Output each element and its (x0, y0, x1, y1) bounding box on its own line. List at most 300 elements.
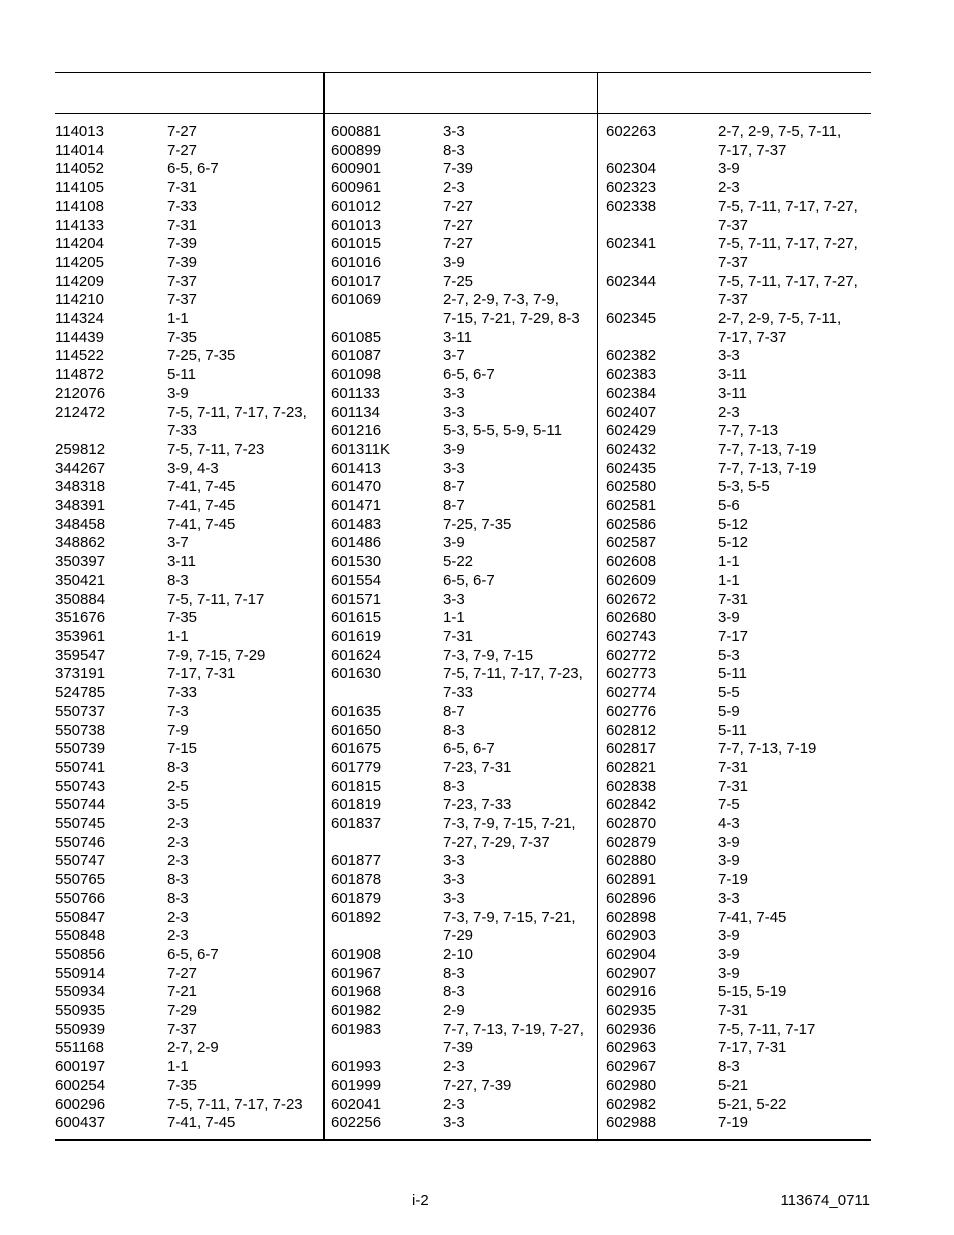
index-entry (55, 815, 317, 834)
part-number: 602891 (606, 871, 657, 889)
index-entry (606, 1002, 868, 1021)
index-entry (331, 1077, 593, 1096)
page-references: 5-3, 5-5, 5-9, 5-11 (443, 422, 562, 440)
index-entry (606, 983, 868, 1002)
page-references: 8-7 (443, 478, 465, 496)
page-references: 8-3 (443, 721, 465, 739)
page-references: 7-27, 7-39 (443, 1076, 512, 1094)
page-references: 7-5, 7-11, 7-17 (167, 590, 265, 608)
part-number: 602041 (331, 1095, 382, 1113)
page-references: 7-9 (167, 721, 189, 739)
index-entry (606, 778, 868, 797)
page-references: 8-3 (443, 964, 465, 982)
part-number: 602982 (606, 1095, 657, 1113)
page-references: 7-35 (167, 1076, 198, 1094)
page-references: 5-15, 5-19 (718, 983, 787, 1001)
part-number: 601098 (331, 366, 382, 384)
index-entry (55, 609, 317, 628)
index-entry (331, 160, 593, 179)
part-number: 353961 (55, 627, 106, 645)
part-number: 602586 (606, 515, 657, 533)
index-entry (606, 198, 868, 235)
part-number: 602812 (606, 721, 657, 739)
part-number: 602838 (606, 777, 657, 795)
page-references: 2-7, 2-9, 7-5, 7-11, 7-17, 7-37 (718, 123, 842, 159)
index-entry (331, 722, 593, 741)
page-references: 6-5, 6-7 (443, 740, 495, 758)
index-entry (331, 871, 593, 890)
page-references: 5-3, 5-5 (718, 478, 770, 496)
page-references: 5-11 (167, 366, 196, 384)
page-references: 5-21, 5-22 (718, 1095, 787, 1113)
part-number: 601993 (331, 1058, 382, 1076)
page-references: 7-5, 7-11, 7-17, 7-23 (167, 1095, 303, 1113)
index-entry (606, 834, 868, 853)
index-entry (606, 647, 868, 666)
index-entry (606, 160, 868, 179)
part-number: 114133 (55, 216, 104, 234)
index-entry (331, 460, 593, 479)
part-number: 373191 (55, 665, 106, 683)
page-references: 7-27 (443, 235, 474, 253)
page-references: 6-5, 6-7 (167, 160, 219, 178)
page-references: 5-6 (718, 497, 740, 515)
page-references: 7-37 (167, 1020, 198, 1038)
part-number: 350421 (55, 571, 106, 589)
page-references: 3-3 (443, 403, 465, 421)
table-header-row (55, 73, 871, 114)
part-number: 602967 (606, 1058, 657, 1076)
index-entry (331, 909, 593, 946)
index-entry (331, 1021, 593, 1058)
part-number: 602821 (606, 758, 657, 776)
part-number: 601779 (331, 758, 382, 776)
page-references: 2-3 (718, 179, 740, 197)
index-column-3 (606, 123, 868, 1133)
index-entry (606, 366, 868, 385)
index-entry (55, 946, 317, 965)
page-references: 7-31 (718, 777, 749, 795)
page-references: 7-5, 7-11, 7-17, 7-27, 7-37 (718, 197, 858, 234)
part-number: 602963 (606, 1039, 657, 1057)
index-entry (606, 684, 868, 703)
part-number: 550743 (55, 777, 106, 795)
index-entry (606, 404, 868, 423)
part-number: 601999 (331, 1076, 382, 1094)
page-references: 5-11 (718, 721, 747, 739)
index-entry (55, 441, 317, 460)
part-number: 114204 (55, 235, 104, 253)
index-entry (606, 1058, 868, 1077)
index-entry (55, 347, 317, 366)
index-entry (331, 534, 593, 553)
index-entry (606, 385, 868, 404)
index-entry (331, 1096, 593, 1115)
part-number: 601624 (331, 646, 382, 664)
part-number: 601815 (331, 777, 382, 795)
page-references: 2-3 (443, 1095, 465, 1113)
index-entry (331, 142, 593, 161)
page-references: 7-29 (167, 1002, 198, 1020)
part-number: 351676 (55, 609, 106, 627)
index-entry (331, 778, 593, 797)
part-number: 602898 (606, 908, 657, 926)
part-number: 601879 (331, 889, 382, 907)
index-entry (331, 647, 593, 666)
index-entry (55, 273, 317, 292)
index-entry (606, 759, 868, 778)
index-entry (55, 1021, 317, 1040)
part-number: 602432 (606, 440, 657, 458)
part-number: 600901 (331, 160, 382, 178)
part-number: 600899 (331, 141, 382, 159)
part-number: 601015 (331, 235, 382, 253)
index-entry (55, 254, 317, 273)
index-entry (55, 1039, 317, 1058)
index-entry (331, 796, 593, 815)
part-number: 601983 (331, 1020, 382, 1038)
page-references: 1-1 (167, 627, 189, 645)
page-references: 7-27 (443, 197, 474, 215)
page-references: 8-3 (443, 141, 465, 159)
index-entry (606, 422, 868, 441)
part-number: 602980 (606, 1076, 657, 1094)
index-entry (55, 965, 317, 984)
page-references: 3-3 (443, 590, 465, 608)
part-number: 114324 (55, 310, 104, 328)
page-references: 7-17 (718, 627, 749, 645)
index-entry (606, 1039, 868, 1058)
index-entry (55, 703, 317, 722)
part-number: 602772 (606, 646, 657, 664)
index-entry (606, 609, 868, 628)
part-number: 601908 (331, 945, 382, 963)
index-entry (331, 179, 593, 198)
page-references: 2-3 (167, 852, 189, 870)
index-entry (331, 273, 593, 292)
part-number: 600254 (55, 1076, 106, 1094)
page-references: 3-11 (443, 328, 472, 346)
index-entry (606, 516, 868, 535)
part-number: 602879 (606, 833, 657, 851)
page-references: 3-9 (443, 253, 465, 271)
part-number: 602936 (606, 1020, 657, 1038)
page-references: 3-9 (443, 440, 465, 458)
part-number: 601554 (331, 571, 382, 589)
part-number: 602776 (606, 702, 657, 720)
index-entry (606, 1114, 868, 1133)
part-number: 600961 (331, 179, 382, 197)
index-entry (331, 591, 593, 610)
index-entry (606, 665, 868, 684)
part-number: 602907 (606, 964, 657, 982)
index-entry (55, 404, 317, 441)
part-number: 602429 (606, 422, 657, 440)
page-references: 5-22 (443, 553, 474, 571)
part-number: 602341 (606, 235, 657, 253)
page-references: 8-3 (167, 889, 189, 907)
part-number: 601878 (331, 871, 382, 889)
page-references: 3-3 (443, 889, 465, 907)
part-number: 601012 (331, 197, 382, 215)
part-number: 601133 (331, 384, 380, 402)
page-references: 7-27 (167, 141, 198, 159)
page-references: 7-27 (443, 216, 474, 234)
part-number: 601837 (331, 815, 382, 833)
page-references: 1-1 (718, 571, 740, 589)
page-references: 3-3 (443, 123, 465, 140)
part-number: 348318 (55, 478, 106, 496)
page-references: 7-37 (167, 291, 198, 309)
page-references: 3-9 (718, 964, 740, 982)
index-entry (331, 478, 593, 497)
index-entry (606, 235, 868, 272)
page-references: 3-11 (718, 384, 747, 402)
index-entry (55, 553, 317, 572)
page-references: 7-5, 7-11, 7-23 (167, 440, 265, 458)
part-number: 600881 (331, 123, 382, 140)
page-references: 7-37 (167, 272, 198, 290)
page-references: 8-3 (443, 983, 465, 1001)
index-entry (55, 142, 317, 161)
index-entry (606, 534, 868, 553)
part-number: 602880 (606, 852, 657, 870)
index-entry (331, 983, 593, 1002)
part-number: 359547 (55, 646, 106, 664)
part-number: 601630 (331, 665, 382, 683)
index-entry (331, 759, 593, 778)
part-number: 601016 (331, 253, 382, 271)
part-number: 114209 (55, 272, 104, 290)
page-references: 3-9 (718, 609, 740, 627)
page-references: 5-12 (718, 515, 749, 533)
page-references: 2-7, 2-9, 7-5, 7-11, 7-17, 7-37 (718, 310, 842, 346)
part-number: 600296 (55, 1095, 106, 1113)
part-number: 601483 (331, 515, 382, 533)
index-entry (331, 628, 593, 647)
index-entry (55, 179, 317, 198)
page-references: 7-31 (167, 216, 198, 234)
part-number: 601413 (331, 459, 382, 477)
index-entry (606, 796, 868, 815)
part-number: 601470 (331, 478, 382, 496)
page-references: 8-3 (167, 758, 189, 776)
index-entry (55, 759, 317, 778)
page-references: 7-25, 7-35 (443, 515, 512, 533)
index-entry (55, 1058, 317, 1077)
part-number: 602988 (606, 1114, 657, 1132)
part-number: 602580 (606, 478, 657, 496)
part-number: 601471 (331, 497, 382, 515)
part-number: 114210 (55, 291, 104, 309)
index-entry (331, 198, 593, 217)
page-references: 7-39 (167, 253, 198, 271)
index-entry (55, 722, 317, 741)
page-references: 7-7, 7-13, 7-19 (718, 740, 817, 758)
page-references: 7-17, 7-31 (718, 1039, 787, 1057)
index-entry (55, 160, 317, 179)
page-references: 3-9 (443, 534, 465, 552)
index-entry (606, 815, 868, 834)
index-entry (331, 1114, 593, 1133)
index-entry (606, 572, 868, 591)
index-entry (55, 235, 317, 254)
page-references: 3-11 (167, 553, 196, 571)
page-references: 2-10 (443, 945, 474, 963)
index-entry (331, 609, 593, 628)
page-references: 7-7, 7-13 (718, 422, 779, 440)
part-number: 601650 (331, 721, 382, 739)
part-number: 602870 (606, 815, 657, 833)
part-number: 602935 (606, 1002, 657, 1020)
page-references: 7-23, 7-31 (443, 758, 512, 776)
part-number: 601968 (331, 983, 382, 1001)
index-entry (331, 366, 593, 385)
page-references: 7-41, 7-45 (167, 515, 236, 533)
part-number: 602384 (606, 384, 657, 402)
page-references: 3-3 (443, 852, 465, 870)
part-number: 350397 (55, 553, 106, 571)
page-references: 7-15 (167, 740, 198, 758)
page-references: 5-11 (718, 665, 747, 683)
page-references: 5-5 (718, 684, 740, 702)
page-references: 7-27 (167, 964, 198, 982)
page-references: 3-9 (718, 160, 740, 178)
part-number: 601013 (331, 216, 382, 234)
index-entry (55, 1077, 317, 1096)
part-number: 350884 (55, 590, 106, 608)
part-number: 602256 (331, 1114, 382, 1132)
page-references: 7-3, 7-9, 7-15, 7-21, 7-29 (443, 908, 576, 945)
page-references: 7-19 (718, 1114, 749, 1132)
part-number: 602587 (606, 534, 657, 552)
page-references: 6-5, 6-7 (443, 366, 495, 384)
index-entry (55, 890, 317, 909)
page-references: 2-3 (167, 815, 189, 833)
index-entry (55, 684, 317, 703)
part-number: 602916 (606, 983, 657, 1001)
part-number: 601619 (331, 627, 382, 645)
part-number: 601134 (331, 403, 380, 421)
index-entry (55, 1002, 317, 1021)
index-entry (606, 703, 868, 722)
page-references: 3-11 (718, 366, 747, 384)
page-references: 5-21 (718, 1076, 749, 1094)
column-divider (323, 73, 325, 1139)
index-entry (606, 553, 868, 572)
page-references: 6-5, 6-7 (167, 945, 219, 963)
page-references: 3-9 (718, 852, 740, 870)
index-entry (55, 927, 317, 946)
part-number: 348458 (55, 515, 106, 533)
index-entry (55, 291, 317, 310)
page-references: 7-41, 7-45 (718, 908, 787, 926)
page-references: 2-3 (443, 1058, 465, 1076)
page-references: 2-3 (167, 927, 189, 945)
page-references: 8-7 (443, 702, 465, 720)
page-references: 3-7 (167, 534, 189, 552)
part-number: 601635 (331, 702, 382, 720)
index-entry (55, 628, 317, 647)
page-references: 2-9 (443, 1002, 465, 1020)
page-references: 3-3 (443, 384, 465, 402)
part-number: 550765 (55, 871, 106, 889)
page-references: 7-39 (443, 160, 474, 178)
page-references: 2-3 (443, 179, 465, 197)
page-references: 1-1 (718, 553, 740, 571)
part-number: 602774 (606, 684, 657, 702)
part-number: 602680 (606, 609, 657, 627)
part-number: 602338 (606, 197, 657, 215)
index-entry (55, 871, 317, 890)
part-number: 212472 (55, 403, 106, 421)
part-number: 602323 (606, 179, 657, 197)
index-entry (606, 591, 868, 610)
page-references: 8-3 (718, 1058, 740, 1076)
index-entry (331, 1002, 593, 1021)
page-references: 7-3, 7-9, 7-15, 7-21, 7-27, 7-29, 7-37 (443, 815, 576, 851)
page-references: 8-3 (167, 871, 189, 889)
page-references: 2-3 (167, 833, 189, 851)
part-number: 114108 (55, 197, 104, 215)
page-references: 3-9 (718, 833, 740, 851)
part-number: 602896 (606, 889, 657, 907)
index-entry (331, 703, 593, 722)
part-number: 550934 (55, 983, 106, 1001)
index-entry (606, 909, 868, 928)
index-entry (331, 422, 593, 441)
index-entry (606, 946, 868, 965)
index-entry (55, 572, 317, 591)
index-entry (55, 217, 317, 236)
page-references: 3-3 (443, 871, 465, 889)
page-references: 3-5 (167, 796, 189, 814)
page-references: 7-41, 7-45 (167, 1114, 236, 1132)
part-number: 114013 (55, 123, 104, 140)
page-references: 7-5 (718, 796, 740, 814)
page-references: 8-3 (167, 571, 189, 589)
index-entry (606, 852, 868, 871)
index-entry (55, 460, 317, 479)
index-entry (55, 591, 317, 610)
index-entry (55, 310, 317, 329)
page-references: 1-1 (443, 609, 465, 627)
page-references: 6-5, 6-7 (443, 571, 495, 589)
index-entry (55, 834, 317, 853)
index-entry (331, 1058, 593, 1077)
index-entry (606, 123, 868, 160)
part-number: 550847 (55, 908, 106, 926)
page-references: 7-35 (167, 328, 198, 346)
part-number: 601216 (331, 422, 382, 440)
index-entry (331, 946, 593, 965)
index-entry (55, 665, 317, 684)
index-entry (55, 516, 317, 535)
part-number: 114205 (55, 253, 104, 271)
index-entry (331, 217, 593, 236)
page-references: 7-7, 7-13, 7-19 (718, 440, 817, 458)
page-references: 7-27 (167, 123, 198, 140)
page-references: 7-5, 7-11, 7-17, 7-27, 7-37 (718, 272, 858, 309)
page-references: 7-39 (167, 235, 198, 253)
part-number: 602304 (606, 160, 657, 178)
page-number: i-2 (412, 1192, 429, 1209)
part-number: 550737 (55, 702, 106, 720)
column-divider (597, 73, 598, 1139)
page-references: 5-3 (718, 646, 740, 664)
index-entry (606, 179, 868, 198)
page-references: 7-7, 7-13, 7-19 (718, 459, 817, 477)
